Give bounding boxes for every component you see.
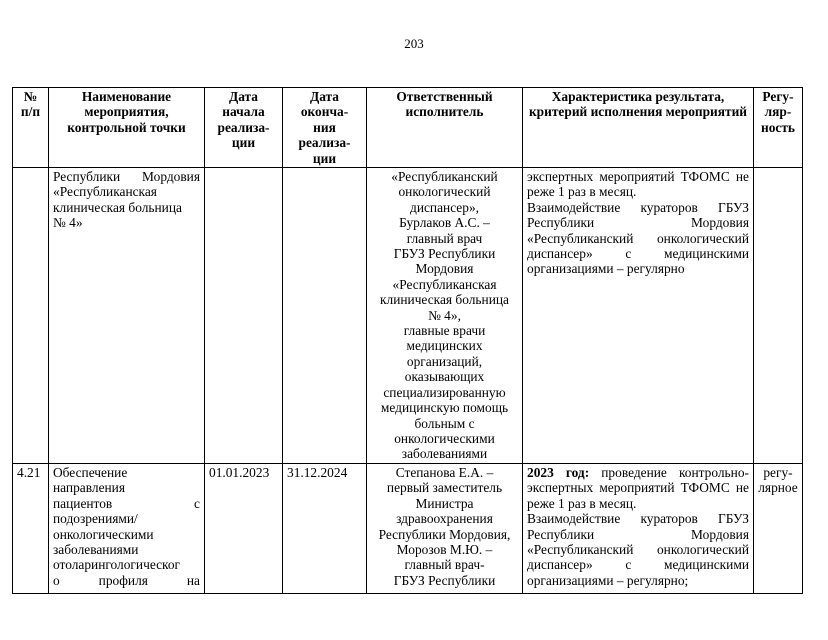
row1-start [205,168,283,464]
header-regularity: Регу- ляр- ность [754,88,803,168]
row2-num: 4.21 [13,464,49,594]
measures-table [12,87,803,594]
row2-end: 31.12.2024 [283,464,367,594]
header-responsible: Ответственный исполнитель [367,88,523,168]
row2-regularity: регу- лярное [754,464,803,594]
row1-regularity [754,168,803,464]
row2-start: 01.01.2023 [205,464,283,594]
year-label: 2023 год: [527,465,590,480]
row1-responsible: «Республиканский онкологический диспансер», Бурлаков А.С. – главный врач ГБУЗ Республики Мордовия «Республиканская клиническая больница № 4», главные врачи медицинских организаций, оказывающих специализированную медицинскую помощь больным с онкологическими заболеваниями [367,168,523,464]
header-num: № п/п [13,88,49,168]
row1-name: Республики Мордовия «Республиканская клиническая больница № 4» [49,168,205,464]
row2-name: Обеспечение направления пациентов с подозрениями/ онкологическими заболеваниями отоларингологическог о профиля на [49,464,205,594]
row1-num [13,168,49,464]
header-row [13,88,803,168]
header-start-date: Дата начала реализа- ции [205,88,283,168]
row1-end [283,168,367,464]
header-name: Наименование мероприятия, контрольной точки [49,88,205,168]
header-result: Характеристика результата, критерий исполнения мероприятий [523,88,754,168]
page-number: 203 [404,36,424,51]
header-end-date: Дата оконча- ния реализа- ции [283,88,367,168]
table-row [13,464,803,594]
row2-result: 2023 год: проведение контрольно- экспертных мероприятий ТФОМС не реже 1 раз в месяц. Взаимодействие кураторов ГБУЗ Республики Мордовия «Республиканский онкологический диспансер» с медицинскими организациями – регулярно; [523,464,754,594]
row2-responsible: Степанова Е.А. – первый заместитель Министра здравоохранения Республики Мордовия, Морозов М.Ю. – главный врач- ГБУЗ Республики [367,464,523,594]
table-row [13,168,803,464]
row1-result: экспертных мероприятий ТФОМС не реже 1 раз в месяц. Взаимодействие кураторов ГБУЗ Республики Мордовия «Республиканский онкологический диспансер» с медицинскими организациями – регулярно [523,168,754,464]
